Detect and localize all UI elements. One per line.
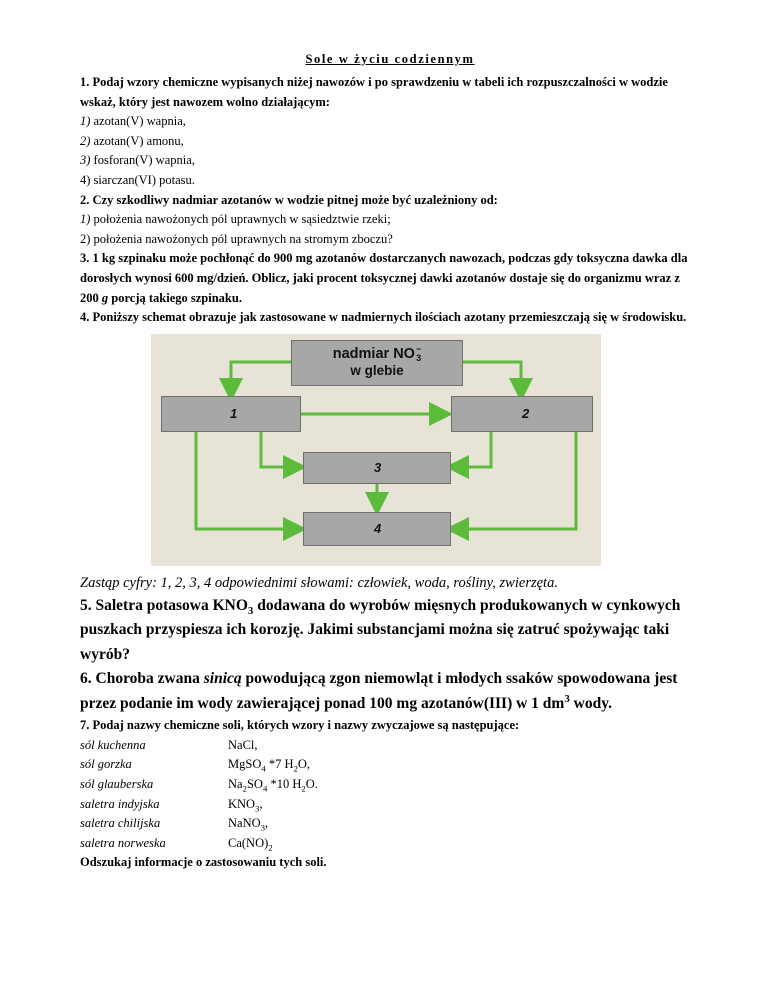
salt-name: sól kuchenna <box>80 737 146 752</box>
salts-table <box>80 736 700 854</box>
q1-item-3: 3) fosforan(V) wapnia, <box>80 153 195 168</box>
salt-formula: NaCl, <box>228 737 258 752</box>
soil-nitrate-box <box>291 340 463 386</box>
salt-name: sól gorzka <box>80 757 132 772</box>
nitrate-subscript: 3 <box>416 352 422 363</box>
q2-item-2: 2) położenia nawożonych pól uprawnych na stromym zboczu? <box>80 231 393 246</box>
arrow-top-to-2 <box>461 362 521 396</box>
salt-name: sól glauberska <box>80 777 154 791</box>
q1-item-1: 1) azotan(V) wapnia, <box>80 114 186 129</box>
arrow-2-to-4 <box>451 431 576 529</box>
arrow-2-to-3 <box>451 431 491 467</box>
question-4: 4. Poniższy schemat obrazuje jak zastosowane w nadmiernych ilościach azotany przemieszczają się w środowisku. <box>80 310 687 325</box>
question-6: 6. Choroba zwana sinicą powodującą zgon niemowląt i młodych ssaków spowodowana jest przez podanie im wody zawierającej ponad 100 mg azotanów(III) w 1 $dm^3$ wody. <box>80 670 678 712</box>
question-7-footer: Odszukaj informacje o zastosowaniu tych soli. <box>80 855 327 870</box>
arrow-1-to-3 <box>261 431 301 467</box>
salt-formula: $Na_2SO_4$ *10 $H_2O$. <box>228 777 318 794</box>
soil-nitrate-label: nadmiar NO <box>332 345 415 362</box>
page-title: Sole w życiu codziennym <box>305 52 475 66</box>
question-1: 1. Podaj wzory chemiczne wypisanych niżej nawozów i po sprawdzeniu w tabeli ich rozpuszczalności w wodzie wskaż, który jest nawozem wolno działającym: <box>80 75 668 109</box>
question-3: 3. 1 kg szpinaku może pochłonąć do 900 mg azotanów dostarczanych nawozach, podczas gdy toksyczna dawka dla dorosłych wynosi 600 mg/dzień. Oblicz, jaki procent toksycznej dawki azotanów dostaje się do organizmu wraz z 200 g porcją takiego szpinaku. <box>80 251 688 305</box>
salt-formula: NaNO$_3$, <box>228 816 269 833</box>
document-page <box>80 52 700 873</box>
salt-formula: $Ca(NO)_2$ <box>228 835 273 853</box>
question-5: 5. Saletra potasowa $KNO_3$ dodawana do wyrobów mięsnych produkowanych w cynkowych puszkach przyspiesza ich korozję. Jakimi substancjami można się zatruć spożywając taki wyrób? <box>80 596 681 663</box>
diagram-instruction: Zastąp cyfry: 1, 2, 3, 4 odpowiednimi słowami: człowiek, woda, rośliny, zwierzęta. <box>80 574 558 591</box>
q2-item-1: 1) położenia nawożonych pól uprawnych w sąsiedztwie rzeki; <box>80 212 391 227</box>
salt-name: saletra indyjska <box>80 796 160 811</box>
diagram-box-4: 4 <box>303 512 451 546</box>
nitrate-flow-diagram <box>151 334 601 566</box>
salt-formula: $KNO_3$, <box>228 796 263 814</box>
salt-formula: MgSO$_4$ *7 $H_2O$, <box>228 757 311 774</box>
diagram-box-3: 3 <box>303 452 451 484</box>
salt-name: saletra chilijska <box>80 816 161 831</box>
diagram-box-2: 2 <box>451 396 593 432</box>
question-7: 7. Podaj nazwy chemiczne soli, których wzory i nazwy zwyczajowe są następujące: <box>80 718 520 733</box>
q1-item-2: 2) azotan(V) amonu, <box>80 133 184 148</box>
arrow-top-to-1 <box>231 362 291 396</box>
diagram-box-1: 1 <box>161 396 301 432</box>
soil-label: w glebie <box>350 362 404 378</box>
salt-name: saletra norweska <box>80 835 166 850</box>
question-2: 2. Czy szkodliwy nadmiar azotanów w wodzie pitnej może być uzależniony od: <box>80 192 498 207</box>
arrow-1-to-4 <box>196 431 301 529</box>
q1-item-4: 4) siarczan(VI) potasu. <box>80 172 195 187</box>
nitrate-charge: − <box>415 343 422 354</box>
